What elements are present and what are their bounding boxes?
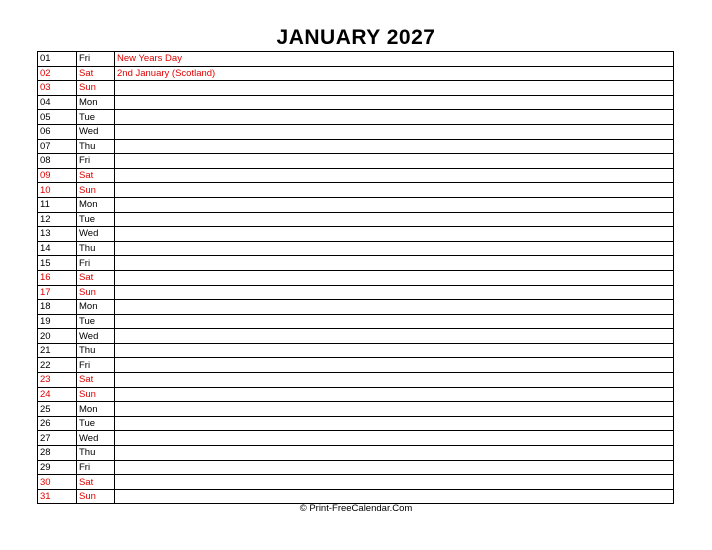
weekday-name: Thu <box>77 139 115 154</box>
weekday-name: Fri <box>77 52 115 67</box>
day-number: 13 <box>38 227 77 242</box>
day-number: 05 <box>38 110 77 125</box>
day-note <box>115 95 674 110</box>
day-number: 09 <box>38 168 77 183</box>
day-note <box>115 343 674 358</box>
day-note <box>115 270 674 285</box>
day-number: 17 <box>38 285 77 300</box>
table-row <box>38 66 674 81</box>
table-row <box>38 52 674 67</box>
day-note <box>115 227 674 242</box>
day-note <box>115 124 674 139</box>
day-number: 25 <box>38 402 77 417</box>
day-number: 24 <box>38 387 77 402</box>
table-row <box>38 212 674 227</box>
weekday-name: Mon <box>77 402 115 417</box>
weekday-name: Tue <box>77 110 115 125</box>
day-note <box>115 212 674 227</box>
table-row <box>38 314 674 329</box>
weekday-name: Sat <box>77 475 115 490</box>
table-row <box>38 124 674 139</box>
day-note <box>115 431 674 446</box>
weekday-name: Thu <box>77 446 115 461</box>
table-row <box>38 358 674 373</box>
weekday-name: Fri <box>77 256 115 271</box>
day-number: 16 <box>38 270 77 285</box>
table-row <box>38 387 674 402</box>
weekday-name: Sat <box>77 373 115 388</box>
weekday-name: Mon <box>77 197 115 212</box>
day-number: 07 <box>38 139 77 154</box>
day-note <box>115 416 674 431</box>
day-number: 08 <box>38 154 77 169</box>
weekday-name: Fri <box>77 358 115 373</box>
table-row <box>38 446 674 461</box>
weekday-name: Tue <box>77 416 115 431</box>
day-number: 15 <box>38 256 77 271</box>
day-note: 2nd January (Scotland) <box>115 66 674 81</box>
day-number: 26 <box>38 416 77 431</box>
table-row <box>38 110 674 125</box>
table-row <box>38 227 674 242</box>
table-row <box>38 300 674 315</box>
table-row <box>38 373 674 388</box>
day-number: 10 <box>38 183 77 198</box>
day-number: 30 <box>38 475 77 490</box>
day-note <box>115 489 674 504</box>
weekday-name: Sun <box>77 81 115 96</box>
day-number: 12 <box>38 212 77 227</box>
day-number: 03 <box>38 81 77 96</box>
weekday-name: Sat <box>77 168 115 183</box>
weekday-name: Tue <box>77 212 115 227</box>
calendar-body <box>38 52 674 504</box>
weekday-name: Wed <box>77 227 115 242</box>
weekday-name: Wed <box>77 329 115 344</box>
weekday-name: Tue <box>77 314 115 329</box>
calendar-table <box>37 51 674 504</box>
table-row <box>38 489 674 504</box>
day-note <box>115 154 674 169</box>
day-number: 23 <box>38 373 77 388</box>
weekday-name: Mon <box>77 95 115 110</box>
weekday-name: Fri <box>77 154 115 169</box>
weekday-name: Sun <box>77 183 115 198</box>
day-note <box>115 81 674 96</box>
day-number: 29 <box>38 460 77 475</box>
table-row <box>38 81 674 96</box>
day-note <box>115 241 674 256</box>
table-row <box>38 139 674 154</box>
day-number: 20 <box>38 329 77 344</box>
table-row <box>38 343 674 358</box>
day-note <box>115 300 674 315</box>
day-note <box>115 314 674 329</box>
day-note <box>115 475 674 490</box>
day-number: 06 <box>38 124 77 139</box>
day-number: 28 <box>38 446 77 461</box>
table-row <box>38 95 674 110</box>
page-title: JANUARY 2027 <box>276 26 436 49</box>
weekday-name: Sun <box>77 387 115 402</box>
day-note <box>115 256 674 271</box>
day-note <box>115 168 674 183</box>
day-number: 21 <box>38 343 77 358</box>
day-note <box>115 358 674 373</box>
weekday-name: Sat <box>77 270 115 285</box>
table-row <box>38 460 674 475</box>
weekday-name: Thu <box>77 241 115 256</box>
weekday-name: Wed <box>77 431 115 446</box>
table-row <box>38 475 674 490</box>
day-note <box>115 460 674 475</box>
weekday-name: Fri <box>77 460 115 475</box>
day-number: 01 <box>38 52 77 67</box>
day-note <box>115 373 674 388</box>
table-row <box>38 402 674 417</box>
table-row <box>38 416 674 431</box>
table-row <box>38 329 674 344</box>
day-number: 14 <box>38 241 77 256</box>
day-note <box>115 387 674 402</box>
day-note <box>115 285 674 300</box>
weekday-name: Wed <box>77 124 115 139</box>
day-number: 02 <box>38 66 77 81</box>
table-row <box>38 154 674 169</box>
table-row <box>38 256 674 271</box>
weekday-name: Thu <box>77 343 115 358</box>
day-note: New Years Day <box>115 52 674 67</box>
day-note <box>115 183 674 198</box>
day-number: 04 <box>38 95 77 110</box>
table-row <box>38 270 674 285</box>
weekday-name: Sat <box>77 66 115 81</box>
table-row <box>38 431 674 446</box>
weekday-name: Mon <box>77 300 115 315</box>
day-note <box>115 329 674 344</box>
day-note <box>115 446 674 461</box>
day-number: 27 <box>38 431 77 446</box>
day-number: 11 <box>38 197 77 212</box>
day-note <box>115 139 674 154</box>
weekday-name: Sun <box>77 285 115 300</box>
day-number: 22 <box>38 358 77 373</box>
day-number: 31 <box>38 489 77 504</box>
table-row <box>38 197 674 212</box>
day-number: 19 <box>38 314 77 329</box>
table-row <box>38 241 674 256</box>
table-row <box>38 168 674 183</box>
table-row <box>38 285 674 300</box>
day-note <box>115 402 674 417</box>
table-row <box>38 183 674 198</box>
day-number: 18 <box>38 300 77 315</box>
footer-credit: © Print-FreeCalendar.Com <box>299 503 413 514</box>
weekday-name: Sun <box>77 489 115 504</box>
day-note <box>115 197 674 212</box>
day-note <box>115 110 674 125</box>
